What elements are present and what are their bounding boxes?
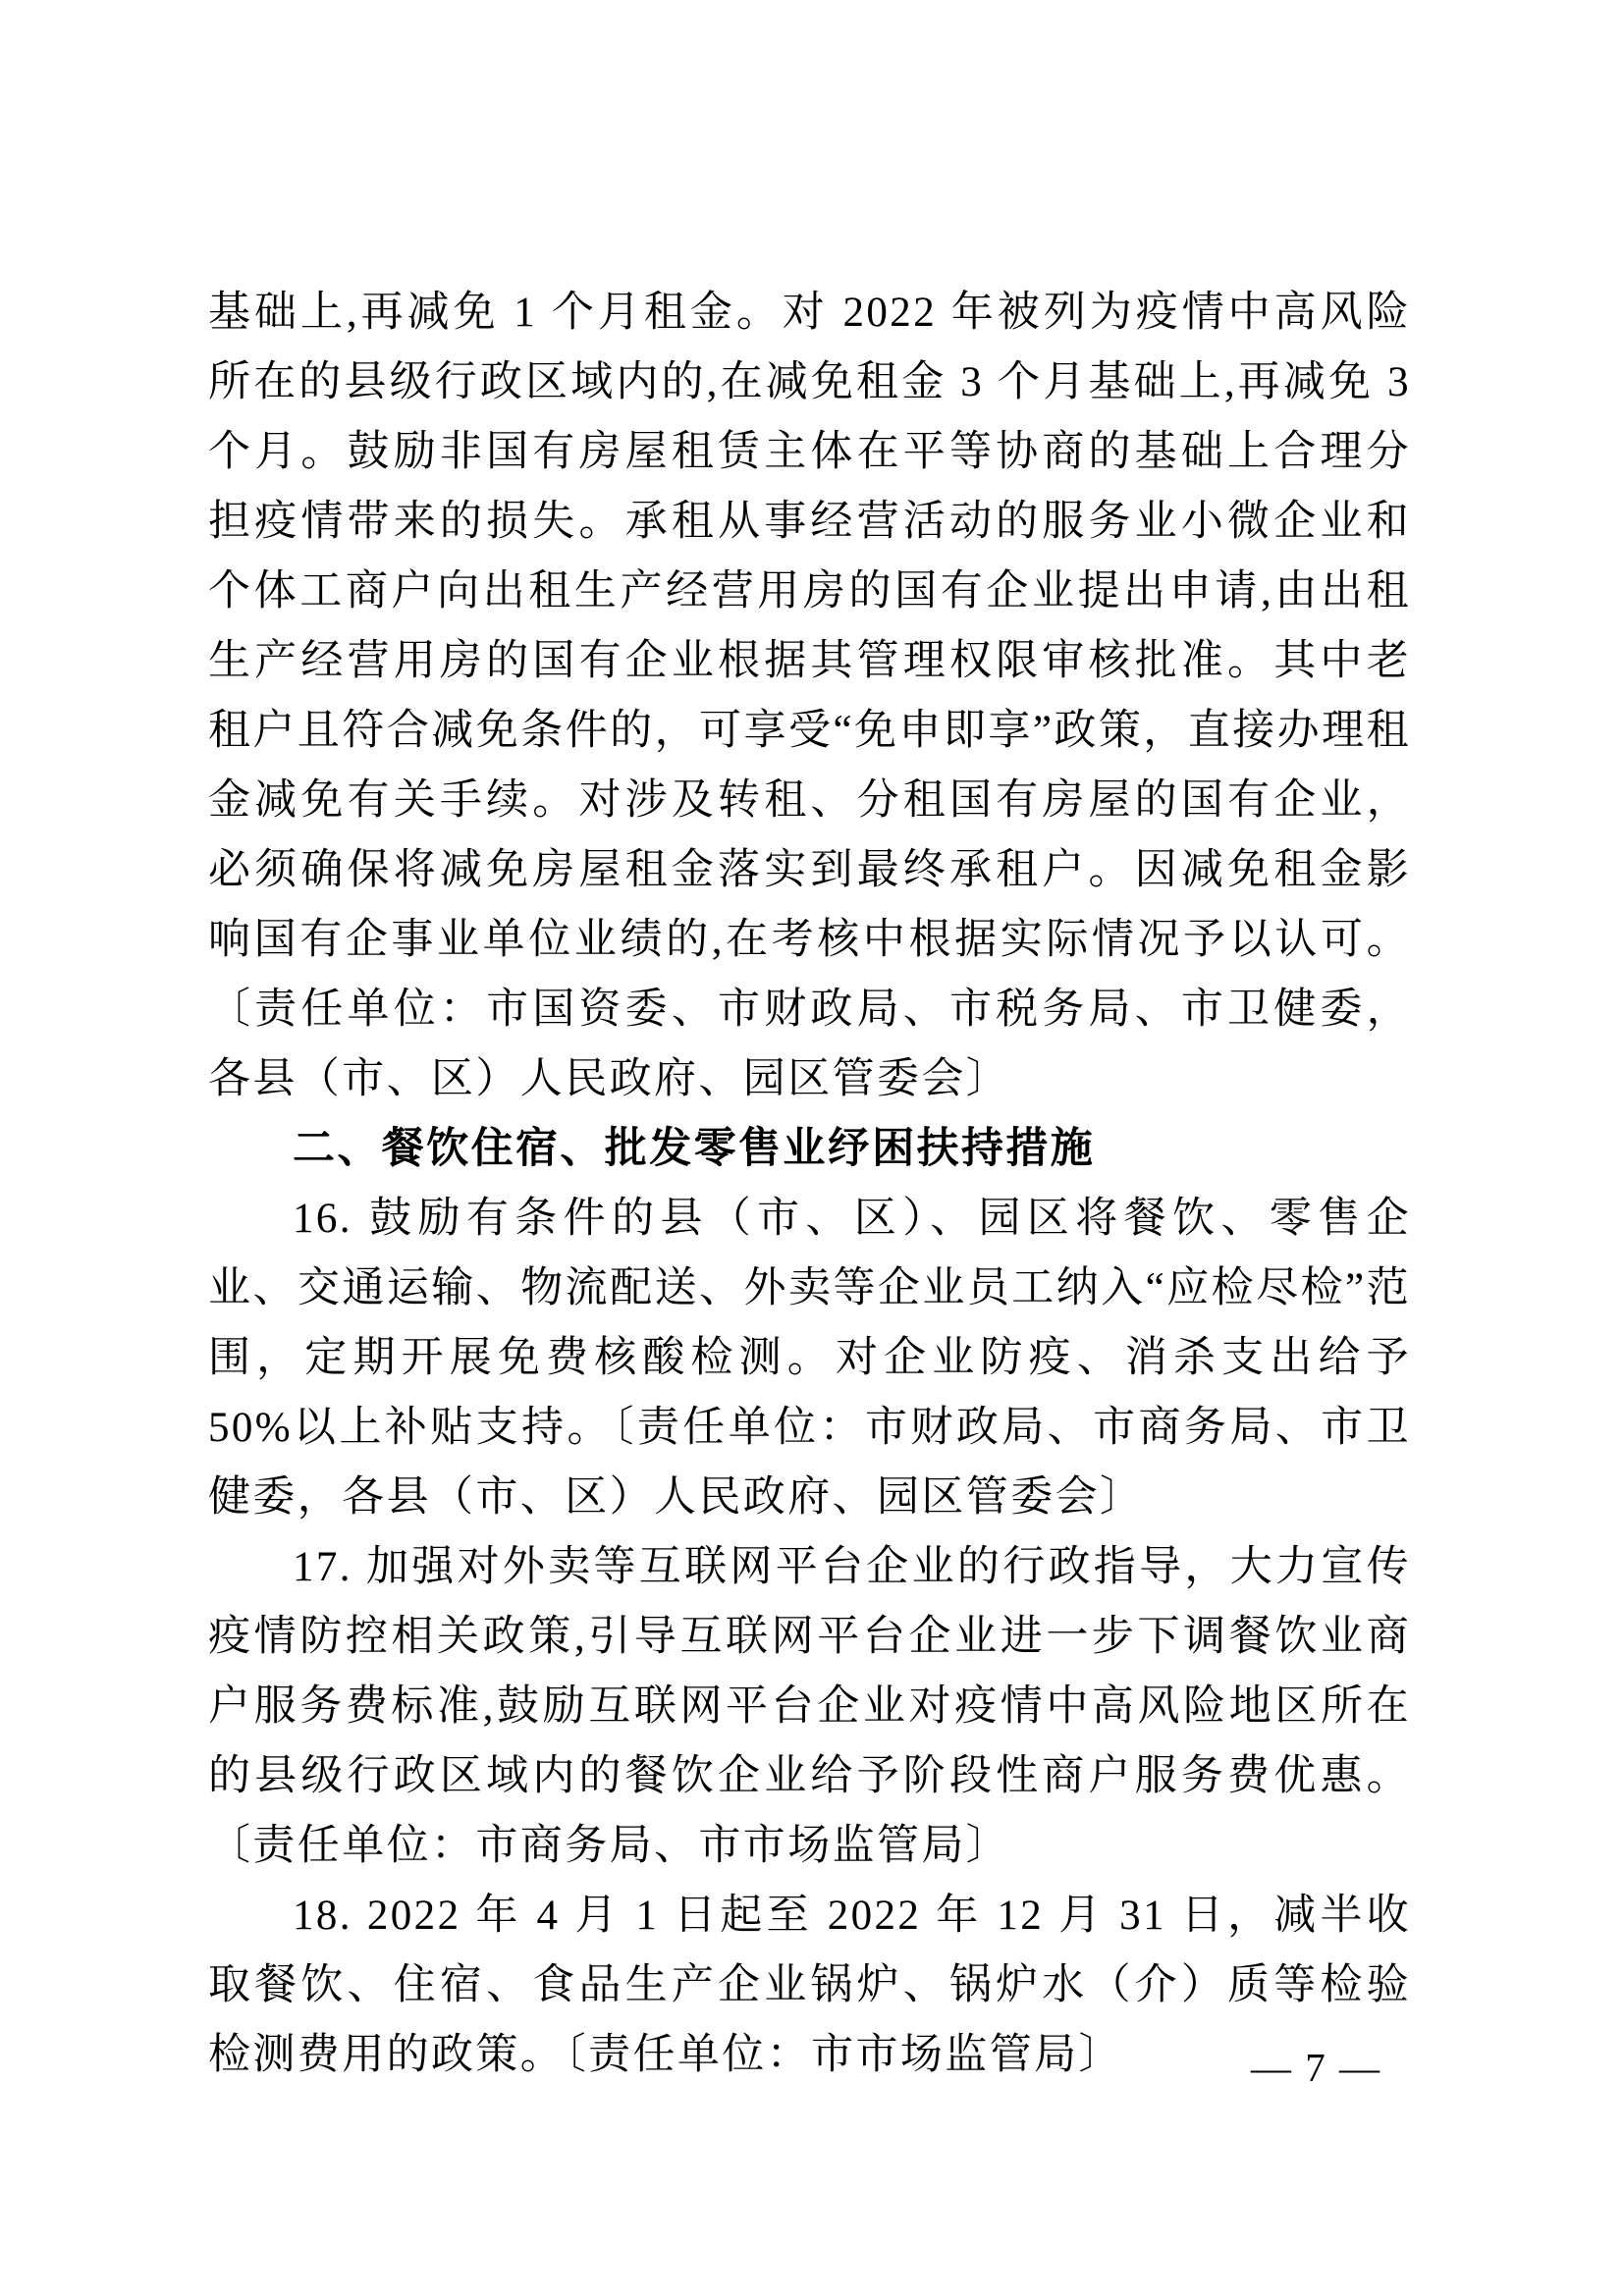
paragraph-15-continuation: 基础上,再减免 1 个月租金。对 2022 年被列为疫情中高风险所在的县级行政区域内的,在减免租金 3 个月基础上,再减免 3 个月。鼓励非国有房屋租赁主体在平等协商的基础上合理分担疫情带来的损失。承租从事经营活动的服务业小微企业和个体工商户向出租生产经营用房的国有企业提出申请,由出租生产经营用房的国有企业根据其管理权限审核批准。其中老租户且符合减免条件的，可享受“免申即享”政策，直接办理租金减免有关手续。对涉及转租、分租国有房屋的国有企业，必须确保将减免房屋租金落实到最终承租户。因减免租金影响国有企事业单位业绩的,在考核中根据实际情况予以认可。〔责任单位：市国资委、市财政局、市税务局、市卫健委，各县（市、区）人民政府、园区管委会〕 <box>208 290 1411 1102</box>
paragraph-item-17: 17. 加强对外卖等互联网平台企业的行政指导，大力宣传疫情防控相关政策,引导互联网平台企业进一步下调餐饮业商户服务费标准,鼓励互联网平台企业对疫情中高风险地区所在的县级行政区域内的餐饮企业给予阶段性商户服务费优惠。〔责任单位：市商务局、市市场监管局〕 <box>208 1544 1411 1869</box>
page-number: — 7 — <box>1251 2045 1381 2090</box>
section-2-heading: 二、餐饮住宿、批发零售业纾困扶持措施 <box>293 1125 1096 1172</box>
document-body <box>208 278 1411 2090</box>
paragraph-item-16: 16. 鼓励有条件的县（市、区）、园区将餐饮、零售企业、交通运输、物流配送、外卖等企业员工纳入“应检尽检”范围，定期开展免费核酸检测。对企业防疫、消杀支出给予 50%以上补贴支持。〔责任单位：市财政局、市商务局、市卫健委，各县（市、区）人民政府、园区管委会〕 <box>208 1196 1411 1521</box>
paragraph-item-18: 18. 2022 年 4 月 1 日起至 2022 年 12 月 31 日，减半收取餐饮、住宿、食品生产企业锅炉、锅炉水（介）质等检验检测费用的政策。〔责任单位：市市场监管局〕 <box>208 1893 1411 2078</box>
